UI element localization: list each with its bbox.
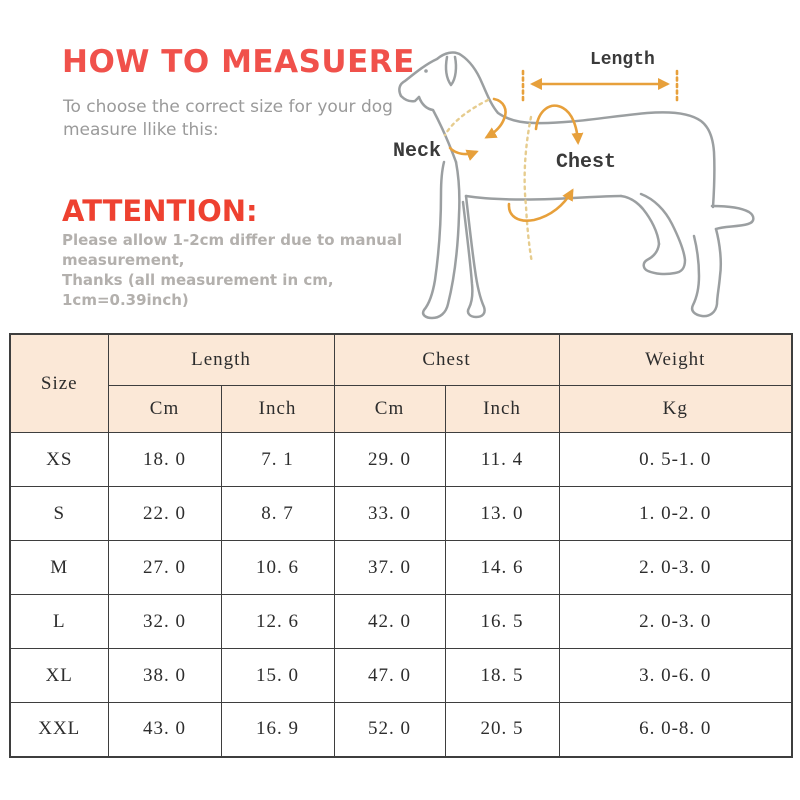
page-subtitle bbox=[63, 96, 393, 142]
subheader-weight-kg: Kg bbox=[559, 386, 792, 433]
length-label: Length bbox=[590, 50, 655, 70]
cell-length-cm: 43. 0 bbox=[108, 703, 221, 757]
cell-size: L bbox=[10, 595, 108, 649]
cell-chest-cm: 29. 0 bbox=[334, 433, 445, 487]
cell-length-inch: 16. 9 bbox=[221, 703, 334, 757]
neck-arrow-upper bbox=[487, 99, 506, 137]
cell-length-inch: 7. 1 bbox=[221, 433, 334, 487]
subheader-chest-inch: Inch bbox=[445, 386, 559, 433]
cell-chest-cm: 52. 0 bbox=[334, 703, 445, 757]
cell-chest-cm: 42. 0 bbox=[334, 595, 445, 649]
dog-eye bbox=[424, 69, 428, 73]
table-row-xl bbox=[10, 649, 792, 703]
col-header-chest: Chest bbox=[334, 334, 559, 386]
dog-body-outline bbox=[399, 52, 753, 318]
cell-chest-cm: 47. 0 bbox=[334, 649, 445, 703]
subheader-length-inch: Inch bbox=[221, 386, 334, 433]
cell-weight: 0. 5-1. 0 bbox=[559, 433, 792, 487]
subheader-chest-cm: Cm bbox=[334, 386, 445, 433]
table-row-xs bbox=[10, 433, 792, 487]
attention-line-1: Please allow 1-2cm differ due to manual measurement, bbox=[62, 231, 403, 269]
table-row-l bbox=[10, 595, 792, 649]
cell-chest-inch: 13. 0 bbox=[445, 487, 559, 541]
cell-chest-inch: 11. 4 bbox=[445, 433, 559, 487]
cell-length-inch: 15. 0 bbox=[221, 649, 334, 703]
chest-dashed-guide bbox=[525, 117, 532, 263]
cell-chest-cm: 33. 0 bbox=[334, 487, 445, 541]
cell-size: XL bbox=[10, 649, 108, 703]
cell-chest-inch: 18. 5 bbox=[445, 649, 559, 703]
cell-length-inch: 12. 6 bbox=[221, 595, 334, 649]
cell-length-inch: 10. 6 bbox=[221, 541, 334, 595]
cell-length-cm: 18. 0 bbox=[108, 433, 221, 487]
size-table bbox=[9, 333, 793, 758]
cell-weight: 3. 0-6. 0 bbox=[559, 649, 792, 703]
chest-arrow-lower bbox=[509, 191, 572, 221]
cell-chest-inch: 14. 6 bbox=[445, 541, 559, 595]
page-title: HOW TO MEASUERE bbox=[62, 44, 415, 80]
cell-length-inch: 8. 7 bbox=[221, 487, 334, 541]
cell-weight: 2. 0-3. 0 bbox=[559, 541, 792, 595]
cell-length-cm: 32. 0 bbox=[108, 595, 221, 649]
subtitle-line-1: To choose the correct size for your dog bbox=[63, 97, 393, 117]
cell-size: M bbox=[10, 541, 108, 595]
attention-heading: ATTENTION: bbox=[62, 194, 258, 228]
table-row-s bbox=[10, 487, 792, 541]
attention-line-2: Thanks (all measurement in cm, 1cm=0.39inch) bbox=[62, 271, 334, 309]
col-header-size: Size bbox=[10, 334, 108, 433]
cell-length-cm: 27. 0 bbox=[108, 541, 221, 595]
col-header-weight: Weight bbox=[559, 334, 792, 386]
table-row-xxl bbox=[10, 703, 792, 757]
neck-label: Neck bbox=[393, 140, 442, 163]
cell-weight: 2. 0-3. 0 bbox=[559, 595, 792, 649]
table-row-m bbox=[10, 541, 792, 595]
cell-size: S bbox=[10, 487, 108, 541]
cell-chest-cm: 37. 0 bbox=[334, 541, 445, 595]
cell-length-cm: 22. 0 bbox=[108, 487, 221, 541]
dog-measurement-diagram bbox=[385, 25, 797, 325]
chest-label: Chest bbox=[556, 151, 617, 174]
cell-weight: 6. 0-8. 0 bbox=[559, 703, 792, 757]
cell-size: XS bbox=[10, 433, 108, 487]
cell-chest-inch: 16. 5 bbox=[445, 595, 559, 649]
cell-chest-inch: 20. 5 bbox=[445, 703, 559, 757]
cell-size: XXL bbox=[10, 703, 108, 757]
dog-outline-illustration bbox=[385, 25, 797, 325]
subtitle-line-2: measure llike this: bbox=[63, 120, 219, 140]
cell-length-cm: 38. 0 bbox=[108, 649, 221, 703]
col-header-length: Length bbox=[108, 334, 334, 386]
neck-dashed-guide bbox=[445, 100, 488, 135]
cell-weight: 1. 0-2. 0 bbox=[559, 487, 792, 541]
subheader-length-cm: Cm bbox=[108, 386, 221, 433]
